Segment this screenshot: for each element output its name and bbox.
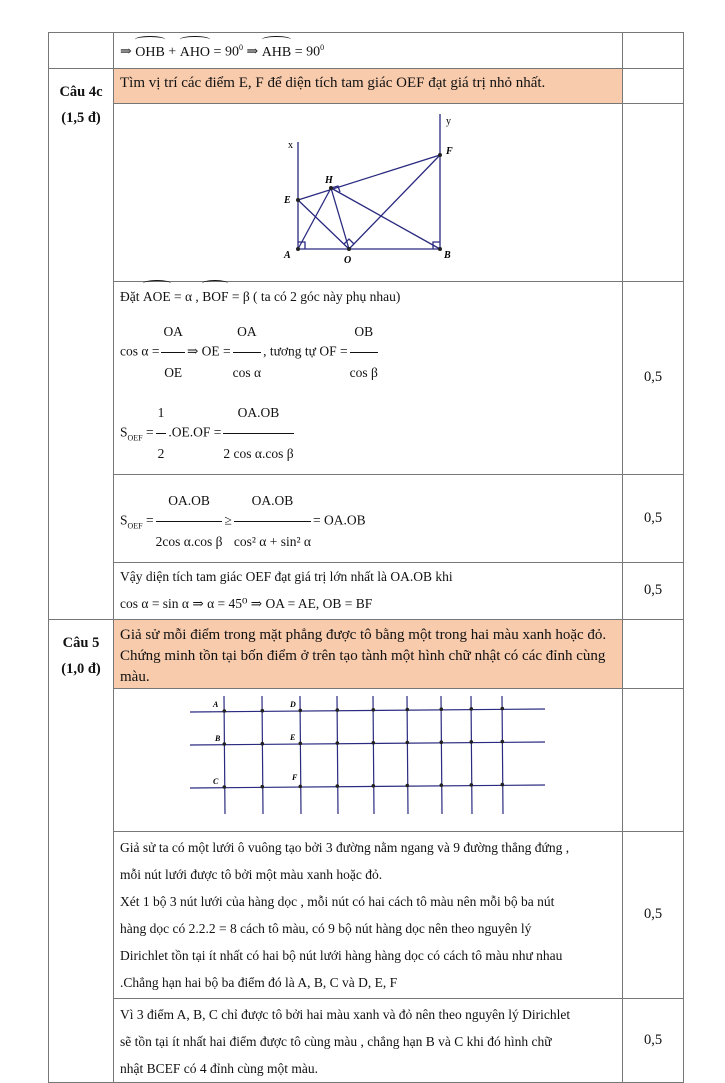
grid-node (470, 740, 474, 744)
label-E: E (284, 194, 291, 206)
label-F: F (446, 145, 453, 157)
grid-node (501, 739, 505, 743)
grid-node (336, 784, 340, 788)
score: 0,5 (623, 562, 684, 619)
grid-node (372, 784, 376, 788)
text-line: mỗi nút lưới được tô bởi một màu xanh hoặc đỏ. (120, 866, 383, 882)
grid-node (470, 707, 474, 711)
score: 0,5 (623, 474, 684, 562)
grid-node (223, 742, 227, 746)
score: 0,5 (623, 281, 684, 474)
step-2-4c: $S_{OEF}$ = $\frac{OA.OB}{\text{2cos α.cos β}}$ ≥ $\frac{OA.OB}{\text{cos² α + sin² α}}$ = OA.OB (114, 474, 623, 562)
label-C: C (213, 776, 219, 786)
label-A: A (213, 699, 219, 709)
grid-node (299, 784, 303, 788)
segment-AH (298, 188, 331, 249)
grid-node (223, 709, 227, 713)
step-3-4c: Vậy diện tích tam giác OEF đạt giá trị lớn nhất là OA.OB khi cos α = sin α ⇒ α = 45⁰ ⇒ OA = AE, OB = BF (114, 562, 623, 619)
grid-node (440, 783, 444, 787)
label-H: H (325, 174, 333, 186)
score: 0,5 (623, 831, 684, 998)
formula-cell: ⇒ OHB + AHO = $90^0$ ⇒ AHB = $90^0$ (114, 33, 623, 69)
text-line: sẽ tồn tại ít nhất hai điểm được tô cùng màu , chẳng hạn B và C khi đó hình chữ (120, 1033, 552, 1049)
vertical-line (373, 696, 374, 814)
vertical-line (224, 696, 225, 814)
label-O: O (344, 254, 352, 266)
text-line: Giả sử ta có một lưới ô vuông tạo bởi 3 đường nằm ngang và 9 đường thẳng đứng , (120, 839, 570, 855)
grid-node (299, 741, 303, 745)
vertical-line (471, 696, 472, 814)
text-line: Vì 3 điểm A, B, C chỉ được tô bởi hai màu xanh và đỏ nên theo nguyên lý Dirichlet (120, 1006, 571, 1022)
score: 0,5 (623, 998, 684, 1082)
grid-node (470, 783, 474, 787)
text-line: .Chẳng hạn hai bộ ba điểm đó là A, B, C và D, E, F (120, 974, 398, 990)
text-line: nhật BCEF có 4 đỉnh cùng một màu. (120, 1060, 318, 1076)
label-F: F (292, 772, 298, 782)
grid-node (261, 742, 265, 746)
step-2-5 (114, 998, 623, 1082)
grid-node (501, 706, 505, 710)
grid-node (372, 741, 376, 745)
answer-table (48, 32, 684, 1083)
grid-node (261, 709, 265, 713)
grid-node (406, 707, 410, 711)
grid-figure (114, 689, 624, 831)
question-label-4c: Câu 4c (1,5 đ) (49, 68, 114, 619)
text-line: Xét 1 bộ 3 nút lưới của hàng dọc , mỗi nút có hai cách tô màu nên mỗi bộ ba nút (120, 893, 555, 909)
question-prompt-4c: Tìm vị trí các điểm E, F để diện tích tam giác OEF đạt giá trị nhỏ nhất. (114, 68, 623, 103)
grid-node (501, 782, 505, 786)
vertical-line (502, 696, 503, 814)
grid-node (406, 740, 410, 744)
grid-node (336, 741, 340, 745)
label-D: D (290, 699, 296, 709)
horizontal-line (190, 785, 545, 788)
grid-figure-cell (114, 688, 623, 831)
grid-node (336, 708, 340, 712)
horizontal-line (190, 742, 545, 745)
label-B: B (444, 249, 451, 261)
grid-node (223, 785, 227, 789)
grid-node (440, 707, 444, 711)
text-line: hàng dọc có 2.2.2 = 8 cách tô màu, có 9 bộ nút hàng dọc nên theo nguyên lý (120, 920, 532, 936)
vertical-line (337, 696, 338, 814)
horizontal-line (190, 709, 545, 712)
label-A: A (284, 249, 291, 261)
question-label-5: Câu 5 (1,0 đ) (49, 619, 114, 1082)
empty-cell (49, 33, 114, 69)
label-E: E (290, 732, 296, 742)
label-y: y (446, 115, 451, 127)
question-prompt-5: Giả sử mỗi điểm trong mặt phẳng được tô bằng một trong hai màu xanh hoặc đỏ. Chứng minh tồn tại bốn điểm ở trên tạo tành một hình chữ nhật có các đỉnh cùng màu. (114, 619, 623, 688)
label-x: x (288, 139, 293, 151)
text-line: Dirichlet tồn tại ít nhất có hai bộ nút lưới hàng hàng dọc có cách tô màu như nhau (120, 947, 563, 963)
geometry-figure (114, 104, 624, 281)
grid-node (440, 740, 444, 744)
grid-node (261, 785, 265, 789)
vertical-line (441, 696, 442, 814)
step-1-4c: Đặt AOE = α , BOF = β ( ta có 2 góc này phụ nhau) cos α = $\frac{OA}{OE}$ ⇒ OE = $\frac{OA}{\text{cos α}}$ , tương tự OF = $\frac{OB}{\text{cos β}}$ $S_{OEF}$ = $\frac{1}{2}$ .OE.OF = $\frac{OA.OB}{\text{2 cos α.cos β}}$ (114, 281, 623, 474)
grid-node (406, 783, 410, 787)
label-B: B (215, 733, 221, 743)
figure-4c-cell (114, 103, 623, 281)
step-1-5 (114, 831, 623, 998)
vertical-line (300, 696, 301, 814)
vertical-line (407, 696, 408, 814)
vertical-line (262, 696, 263, 814)
grid-node (299, 708, 303, 712)
grid-node (372, 708, 376, 712)
